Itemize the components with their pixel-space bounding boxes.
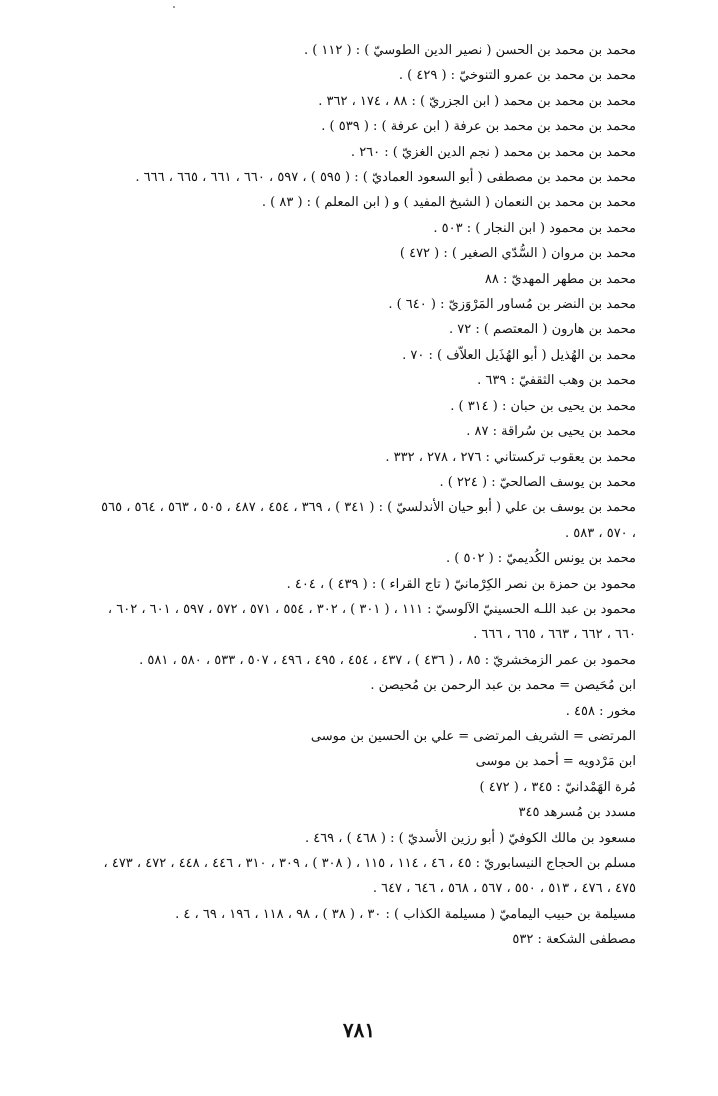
- index-entry: محمد بن محمد بن محمد ( ابن الجزريّ ) : ٨٨ ، ١٧٤ ، ٣٦٢ .: [318, 93, 636, 109]
- index-entry: ابن مُحَيصن = محمد بن عبد الرحمن بن مُحيصن .: [370, 678, 636, 694]
- index-entry: محمد بن مطهر المهديّ : ٨٨: [484, 271, 636, 287]
- index-entry: مخور : ٤٥٨ .: [565, 703, 636, 719]
- index-entry: مسيلمة بن حبيب اليماميّ ( مسيلمة الكذاب ) : ٣٠ ، ( ٣٨ ) ، ٩٨ ، ١١٨ ، ١٩٦ ، ٦٩ ، ٤ .: [175, 906, 636, 922]
- index-entry: محمد بن محمد بن مصطفى ( أبو السعود العماديّ ) : ( ٥٩٥ ) ، ٥٩٧ ، ٦٦٠ ، ٦٦١ ، ٦٦٥ ، ٦٦٦ .: [135, 170, 636, 186]
- index-entry: محمد بن محمد بن محمد ( نجم الدين الغزيّ ) : ٢٦٠ .: [350, 144, 636, 160]
- index-entry: محمد بن محمود ( ابن النجار ) : ٥٠٣ .: [433, 220, 636, 236]
- index-entry: مسلم بن الحجاج النيسابوريّ : ٤٥ ، ٤٦ ، ١١٤ ، ١١٥ ، ( ٣٠٨ ) ، ٣٠٩ ، ٣١٠ ، ٤٤٦ ، ٤٤٨ ، ٤٧٢ ، ٤٧٣ ، ٤٧٥ ، ٤٧٦ ، ٥١٣ ، ٥٥٠ ، ٥٦٧ ، ٥٦٨ ، ٦٤٦ ، ٦٤٧ .: [103, 856, 636, 897]
- index-entry: مُرة الهَمْدانيّ : ٣٤٥ ، ( ٤٧٢ ): [479, 779, 636, 795]
- index-entry: محمد بن محمد بن النعمان ( الشيخ المفيد ) و ( ابن المعلم ) : ( ٨٣ ) .: [261, 195, 636, 211]
- index-entry: محمود بن عبد اللـه الحسينيّ الآلوسيّ : ١١١ ، ( ٣٠١ ) ، ٣٠٢ ، ٥٥٤ ، ٥٧١ ، ٥٧٢ ، ٥٩٧ ، ٦٠١ ، ٦٠٢ ، ٦٦٠ ، ٦٦٢ ، ٦٦٣ ، ٦٦٥ ، ٦٦٦ .: [107, 601, 636, 643]
- index-entry: محمد بن يحيى بن حبان : ( ٣١٤ ) .: [450, 398, 636, 414]
- index-entry: محمد بن مروان ( السُّدّي الصغير ) : ( ٤٧٢ ): [399, 246, 636, 262]
- index-entry: المرتضى = الشريف المرتضى = علي بن الحسين بن موسى: [310, 728, 636, 744]
- page-number: ٧٨١: [342, 1018, 376, 1042]
- index-entry: محمد بن محمد بن عمرو التنوخيّ : ( ٤٢٩ ) .: [398, 68, 636, 84]
- index-entry: ابن مَرْدويه = أحمد بن موسى: [475, 754, 636, 770]
- index-entry: محمد بن وهب الثقفيّ : ٦٣٩ .: [477, 373, 636, 389]
- index-entry: مسعود بن مالك الكوفيّ ( أبو رزين الأسديّ ) : ( ٤٦٨ ) ، ٤٦٩ .: [304, 830, 636, 846]
- index-entry: محمد بن الهُذيل ( أبو الهُذَيل العلاّف ) : ٧٠ .: [402, 347, 636, 363]
- index-list: [96, 38, 636, 953]
- index-entry: محمد بن يحيى بن سُراقة : ٨٧ .: [466, 424, 636, 440]
- scan-speck: [173, 6, 175, 8]
- index-entry: محمد بن هارون ( المعتصم ) : ٧٢ .: [448, 322, 636, 338]
- index-entry: محمود بن عمر الزمخشريّ : ٨٥ ، ( ٤٣٦ ) ، ٤٣٧ ، ٤٥٤ ، ٤٩٥ ، ٤٩٦ ، ٥٠٧ ، ٥٣٣ ، ٥٨٠ ، ٥٨١ .: [139, 652, 636, 668]
- index-entry: محمد بن محمد بن محمد بن عرفة ( ابن عرفة ) : ( ٥٣٩ ) .: [321, 119, 636, 135]
- index-entry: مسدد بن مُسرهد ٣٤٥: [518, 805, 636, 821]
- index-entry: محمد بن يوسف بن علي ( أبو حيان الأندلسيّ ) : ( ٣٤١ ) ، ٣٦٩ ، ٤٥٤ ، ٤٨٧ ، ٥٠٥ ، ٥٦٣ ، ٥٦٤ ، ٥٦٥ ، ٥٧٠ ، ٥٨٣ .: [101, 500, 636, 541]
- index-entry: محمد بن محمد بن الحسن ( نصير الدين الطوسيّ ) : ( ١١٢ ) .: [303, 43, 636, 58]
- index-entry: مصطفى الشكعة : ٥٣٢: [512, 932, 636, 948]
- index-entry: محمد بن يوسف الصالحيّ : ( ٢٢٤ ) .: [439, 474, 636, 490]
- index-entry: محمد بن النضر بن مُساور المَرْوَزيّ : ( ٦٤٠ ) .: [388, 297, 636, 313]
- index-entry: محمد بن يونس الكُديميّ : ( ٥٠٢ ) .: [446, 551, 636, 567]
- index-entry: محمد بن يعقوب تركستاني : ٢٧٦ ، ٢٧٨ ، ٣٣٢ .: [385, 449, 636, 465]
- index-entry: محمود بن حمزة بن نصر الكِرْمانيّ ( تاج القراء ) : ( ٤٣٩ ) ، ٤٠٤ .: [286, 576, 636, 592]
